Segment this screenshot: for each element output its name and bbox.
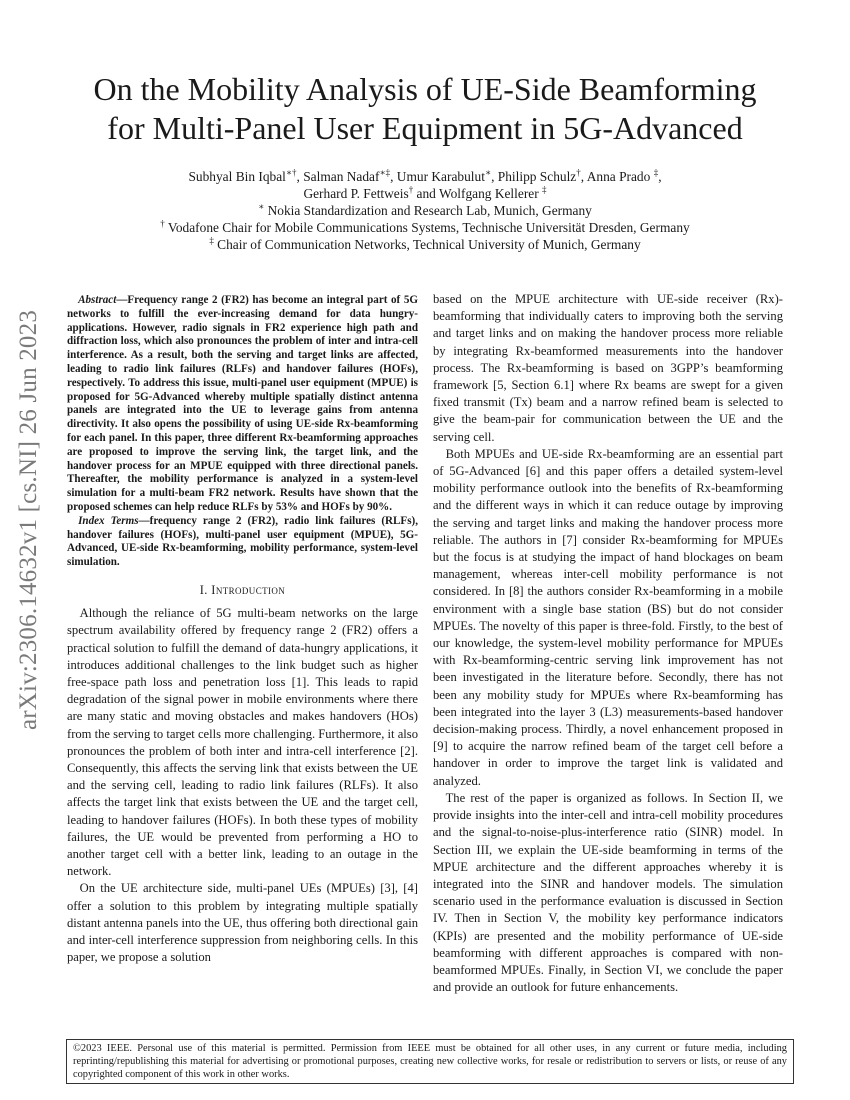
affiliation-mark: † [160, 218, 165, 229]
abstract [67, 294, 418, 515]
author-name: Anna Prado [586, 169, 651, 184]
affiliation-1 [60, 202, 790, 219]
author-affiliation-mark: ‡ [542, 184, 547, 195]
affiliation-text: Nokia Standardization and Research Lab, Munich, Germany [267, 203, 592, 218]
author-block [60, 168, 790, 253]
arxiv-identifier-stamp [10, 309, 48, 731]
index-terms [67, 515, 418, 570]
author-name: Umur Karabulut [396, 169, 485, 184]
author-line-1: Subhyal Bin Iqbal∗†, Salman Nadaf∗‡, Umur Karabulut∗, Philipp Schulz†, Anna Prado ‡, [188, 167, 662, 184]
author-conjunction: and [416, 186, 436, 201]
author-affiliation-mark: ∗‡ [379, 167, 391, 178]
author-affiliation-mark: † [408, 184, 414, 195]
author-name: Salman Nadaf [303, 169, 380, 184]
affiliation-mark: ‡ [209, 235, 214, 246]
affiliation-text: Vodafone Chair for Mobile Communications Systems, Technische Universität Dresden, Germany [167, 220, 690, 235]
author-name: Philipp Schulz [497, 169, 577, 184]
author-affiliation-mark: † [576, 167, 581, 178]
body-paragraph: On the UE architecture side, multi-panel UEs (MPUEs) [3], [4] offer a solution to this problem by integrating multiple spatially distant antenna panels into the UE, thus offering both directional gain and inter-cell interference suppression from neighboring cells. In this paper, we propose a solution [67, 881, 418, 965]
author-name: Subhyal Bin Iqbal [188, 169, 286, 184]
author-line-2 [60, 185, 790, 202]
copyright-notice: ©2023 IEEE. Personal use of this material is permitted. Permission from IEEE must be obtained for all other uses, in any current or future media, including reprinting/republishing this material for advertising or promotional purposes, creating new collective works, for resale or redistribution to servers or lists, or reuse of any copyrighted component of this work in other works. [66, 1039, 794, 1084]
right-column [433, 291, 783, 996]
affiliation-3 [60, 236, 790, 253]
author-affiliation-mark: ‡ [653, 167, 659, 178]
arxiv-identifier-text: arXiv:2306.14632v1 [cs.NI] 26 Jun 2023 [15, 309, 42, 731]
body-paragraph: Although the reliance of 5G multi-beam networks on the large spectrum availability offered by frequency range 2 (FR2) offers a practical solution to fulfill the demand of data-hungry applications, it introduces additional challenges to the link budget such as higher free-space path loss and penetration loss [1]. This leads to rapid degradation of the signal power in mobile environments where there are many static and moving obstacles and makes handovers (HOs) from the serving to target cells more challenging. Furthermore, it also pronounces the problem of both inter and intra-cell interference [2]. Consequently, this affects the serving link that exists between the UE and the serving cell, leading to radio link failures (RLFs). It also affects the target link that exists between the UE and the target cell, leading to handover failures (HOFs). In both these types of mobility failures, the UE would be prevented from performing a HO to another target cell with a better link, leading to an outage in the network. [67, 606, 418, 879]
body-paragraph: based on the MPUE architecture with UE-side receiver (Rx)-beamforming that individually caters to improving both the serving and target links and on making the handover process more reliable by integrating Rx-beamformed measurements into the handover process. The Rx-beamforming is based on 3GPP’s beamforming framework [5, Section 6.1] where Rx beams are swept for a given fixed transmit (Tx) beam and a narrow refined beam is selected to give the beam-pair for communication between the UE and the serving cell. [433, 292, 783, 444]
author-affiliation-mark: ∗† [285, 167, 297, 178]
affiliation-2 [60, 219, 790, 236]
left-column [67, 294, 418, 966]
affiliation-text: Chair of Communication Networks, Technical University of Munich, Germany [217, 237, 641, 252]
section-heading-introduction: I. Introduction [199, 582, 286, 597]
author-affiliation-mark: ∗ [484, 167, 492, 178]
abstract-text: —Frequency range 2 (FR2) has become an integral part of 5G networks to fulfill the ever-increasing demand for data hungry-applications. However, radio signals in FR2 experience high path and diffraction loss, which also pronounces the problem of inter and intra-cell interference. As a result, both the serving and target links are affected, leading to radio link failures (RLFs) and handover failures (HOFs), respectively. To address this issue, multi-panel user equipment (MPUE) is proposed for 5G-Advanced whereby multiple spatially distinct antenna panels are integrated into the UE to leverage gains from antenna directivity. It also opens the possibility of using UE-side Rx-beamforming for each panel. In this paper, three different Rx-beamforming approaches are proposed to improve the serving link, the target link, and the handover process for an MPUE equipped with three directional panels. Thereafter, the mobility performance is analyzed in a system-level simulation for a multi-beam FR2 network. Results have shown that the proposed schemes can help reduce RLFs by 53% and HOFs by 90%. [67, 294, 418, 513]
index-terms-label: Index Terms [78, 514, 139, 527]
affiliation-mark: ∗ [258, 201, 265, 212]
body-paragraph: The rest of the paper is organized as follows. In Section II, we provide insights into the inter-cell and intra-cell mobility procedures and the signal-to-noise-plus-interference ratio (SINR) model. In Section III, we explain the UE-side beamforming in terms of the MPUE architecture and the different approaches whereby it is integrated into the SINR and handover models. The simulation scenario used in the performance evaluation is discussed in Section IV. Then in Section V, the mobility key performance indicators (KPIs) are presented and the mobility performance of UE-side beamforming with different approaches is compared with non-beamformed MPUEs. Finally, in Section VI, we conclude the paper and provide an outlook for future enhancements. [433, 790, 783, 995]
index-terms-text: —frequency range 2 (FR2), radio link failures (RLFs), handover failures (HOFs), multi-panel user equipment (MPUE), 5G-Advanced, UE-side Rx-beamforming, mobility performance, system-level simulation. [67, 514, 418, 569]
author-name: Wolfgang Kellerer [439, 186, 539, 201]
title-line-1: On the Mobility Analysis of UE-Side Beamforming [93, 71, 757, 107]
abstract-label: Abstract [78, 294, 117, 306]
paper-title [40, 70, 810, 148]
body-paragraph: Both MPUEs and UE-side Rx-beamforming are an essential part of 5G-Advanced [6] and this paper offers a detailed system-level mobility performance outlook into the benefits of Rx-beamforming and the different ways in which it can reduce outage by improving the serving and target links and making the handover process more reliable. The authors in [7] consider Rx-beamforming for MPUEs but the focus is at studying the impact of hand blockages on beam management, whereas inter-cell mobility performance is not considered. In [8] the authors consider Rx-beamforming in a mobile environment with a single base station (BS) but do not consider MPUEs. The novelty of this paper is three-fold. Firstly, to the best of our knowledge, the system-level mobility performance for MPUEs with Rx-beamforming-centric serving link improvement has not been investigated in the literature before. Secondly, there has not been any mobility study for MPUEs where Rx-beamforming has been integrated into the layer 3 (L3) measurements-based handover decision-making process. Thirdly, a novel enhancement proposed in [9] to acquire the narrow refined beam of the target cell before a handover in order to improve the target link is validated and analyzed. [433, 446, 783, 788]
author-name: Gerhard P. Fettweis [303, 186, 409, 201]
title-line-2: for Multi-Panel User Equipment in 5G-Advanced [107, 110, 743, 146]
